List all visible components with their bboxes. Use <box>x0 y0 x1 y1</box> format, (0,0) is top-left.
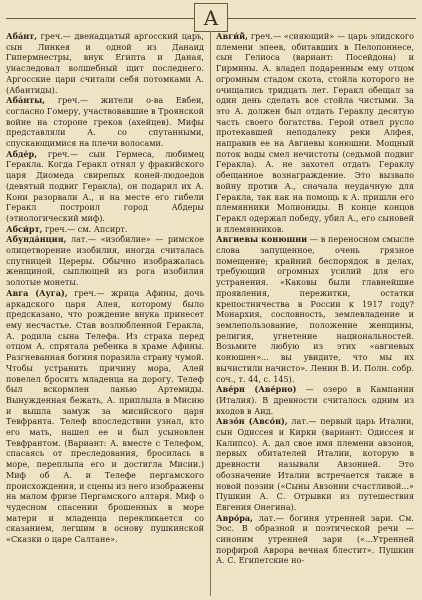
entry-headword: Авзо́н (Авсо́н), <box>216 416 288 427</box>
entry-definition: — озеро в Кампании (Италия). В древности считалось одним из входов в Аид. <box>216 384 414 416</box>
entry-headword: Аба́нт, <box>6 31 37 41</box>
entry-definition: — в переносном смысле слова запущенное, очень грязное помещение; крайний беспорядок в делах, требующий огромных усилий для его устранения. «Каковы были главнейшие проявления, пережитки, остатки крепостничества в России к 1917 году? Монархия, сословность, землевладение и землепользование, положение женщины, религия, угнетение национальностей. Возьмите любую из этих «авгиевых конюшен»... вы увидите, что мы их вычистили начисто». Ленин В. И. Полн. собр. соч., т. 44, с. 145). <box>216 234 414 384</box>
right-column <box>216 31 414 596</box>
dictionary-entry <box>6 31 204 95</box>
dictionary-entry <box>6 224 204 235</box>
entry-definition: греч.— «сияющий» — царь элидского племени эпеев, обитавших в Пелопоннесе, сын Гелиоса (вариант: Посейдона) и Гирмины. А. владел подаренным ему отцом огромным стадом скота, стойла которого не очищались тридцать лет. Геракл обещал за один день сделать все стойла чистыми. За это А. должен был отдать Гераклу десятую часть своего богатства. Герой отвел русло протекавшей неподалеку реки Алфея, направив ее на Авгиевы конюшни. Мощный поток воды смел нечистоты (седьмой подвиг Геракла). А. не захотел отдать Гераклу обещанное вознаграждение. Это вызвало войну против А., сначала неудачную для Геракла, так как на помощь к А. пришли его племянники Молиониды. В конце концов Геракл одержал победу, убил А., его сыновей и племянников. <box>216 31 414 234</box>
dictionary-entry <box>216 513 414 567</box>
entry-definition: греч.— жрица Афины, дочь аркадского царя Алея, которому было предсказано, что рождение внука принесет ему несчастье. Став возлюбленной Геракла, А. родила сына Телефа. Из страха перед отцом А. спрятала ребенка в храме Афины. Разгневанная богиня поразила страну чумой. Чтобы устранить причину мора, Алей повелел бросить младенца на дорогу. Телеф был вскормлен ланью Артемиды. Вынужденная бежать, А. приплыла в Мисию и вышла замуж за мисийского царя Тевфранта. Телеф впоследствии узнал, кто его мать, нашел ее и был усыновлен Тевфрантом. (Вариант: А. вместе с Телефом, спасаясь от преследования, бросилась в море, переплыла его и достигла Мисии.) Миф об А. и Телефе пергамского происхождения, и сцены из него изображены на малом фризе Пергамского алтаря. Миф о чудесном спасении брошенных в море матери и младенца перекликается со сказанием, легшим в основу пушкинской «Сказки о царе Салтане». <box>6 287 204 545</box>
column-divider <box>210 31 211 596</box>
dictionary-entry <box>216 416 414 512</box>
entry-headword: Авро́ра, <box>216 512 253 523</box>
dictionary-entry <box>216 384 414 416</box>
entry-definition: греч.— жители о-ва Евбеи, согласно Гомеру, участвовавшие в Троянской войне на стороне греков (ахейцев). Мифы представляли А. со спутанными, спускающимися на плечи волосами. <box>6 95 204 149</box>
entry-definition: лат.— богиня утренней зари. См. Эос. В образной и поэтической речи — синоним утренней зари («...Утренней порфирой Аврора вечная блестит». Пушкин А. С. Египетские но- <box>216 512 414 566</box>
dictionary-entry <box>6 288 204 545</box>
left-column <box>6 31 204 596</box>
entry-headword: Аба́нты, <box>6 95 46 106</box>
dictionary-entry <box>6 149 204 224</box>
dictionary-entry <box>6 234 204 288</box>
entry-headword: Авгиевы конюшни <box>216 234 308 245</box>
entry-headword: Абси́рт, <box>6 223 43 234</box>
entry-definition: греч.— двенадцатый аргосский царь, сын Линкея и одной из Данаид Гипермнестры, внук Египта и Даная, унаследовал волшебный щит последнего. Аргосские цари считали себя потомками А. (Абантиды). <box>6 31 204 95</box>
entry-headword: Абунда́нция, <box>6 234 67 245</box>
entry-definition: лат.— первый царь Италии, сын Одиссея и Кирки (вариант: Одиссея и Калипсо). А. дал свое имя племени авзонов, первых обитателей Италии, которую в древности называли Авзонией. Это обозначение Италии встречается также в новой поэзии («Сыны Авзонии счастливой...» Пушкин А. С. Отрывки из путешествия Евгения Онегина). <box>216 416 414 512</box>
entry-headword: Авги́й, <box>216 31 248 41</box>
dictionary-entry <box>216 234 414 384</box>
section-letter: А <box>194 3 228 32</box>
entry-headword: Авга (Ауга), <box>6 287 68 298</box>
dictionary-entry <box>6 95 204 149</box>
entry-definition: лат.— «изобилие» — римское олицетворение изобилия, иногда считалась спутницей Цереры. Обычно изображалась женщиной, сыплющей из рога изобилия золотые монеты. <box>6 234 204 288</box>
entry-headword: Аве́рн (Аве́рно) <box>216 384 297 395</box>
dictionary-entry <box>216 31 414 234</box>
entry-definition: греч.— сын Гермеса, любимец Геракла. Когда Геракл отнял у фракийского царя Диомеда свирепых коней-людоедов (девятый подвиг Геракла), он подарил их А. Кони разорвали А., и на месте его гибели Геракл построил город Абдеры (этиологический миф). <box>6 148 204 223</box>
entry-headword: Абде́р, <box>6 148 38 159</box>
entry-definition: греч.— см. Апсирт. <box>42 223 128 234</box>
